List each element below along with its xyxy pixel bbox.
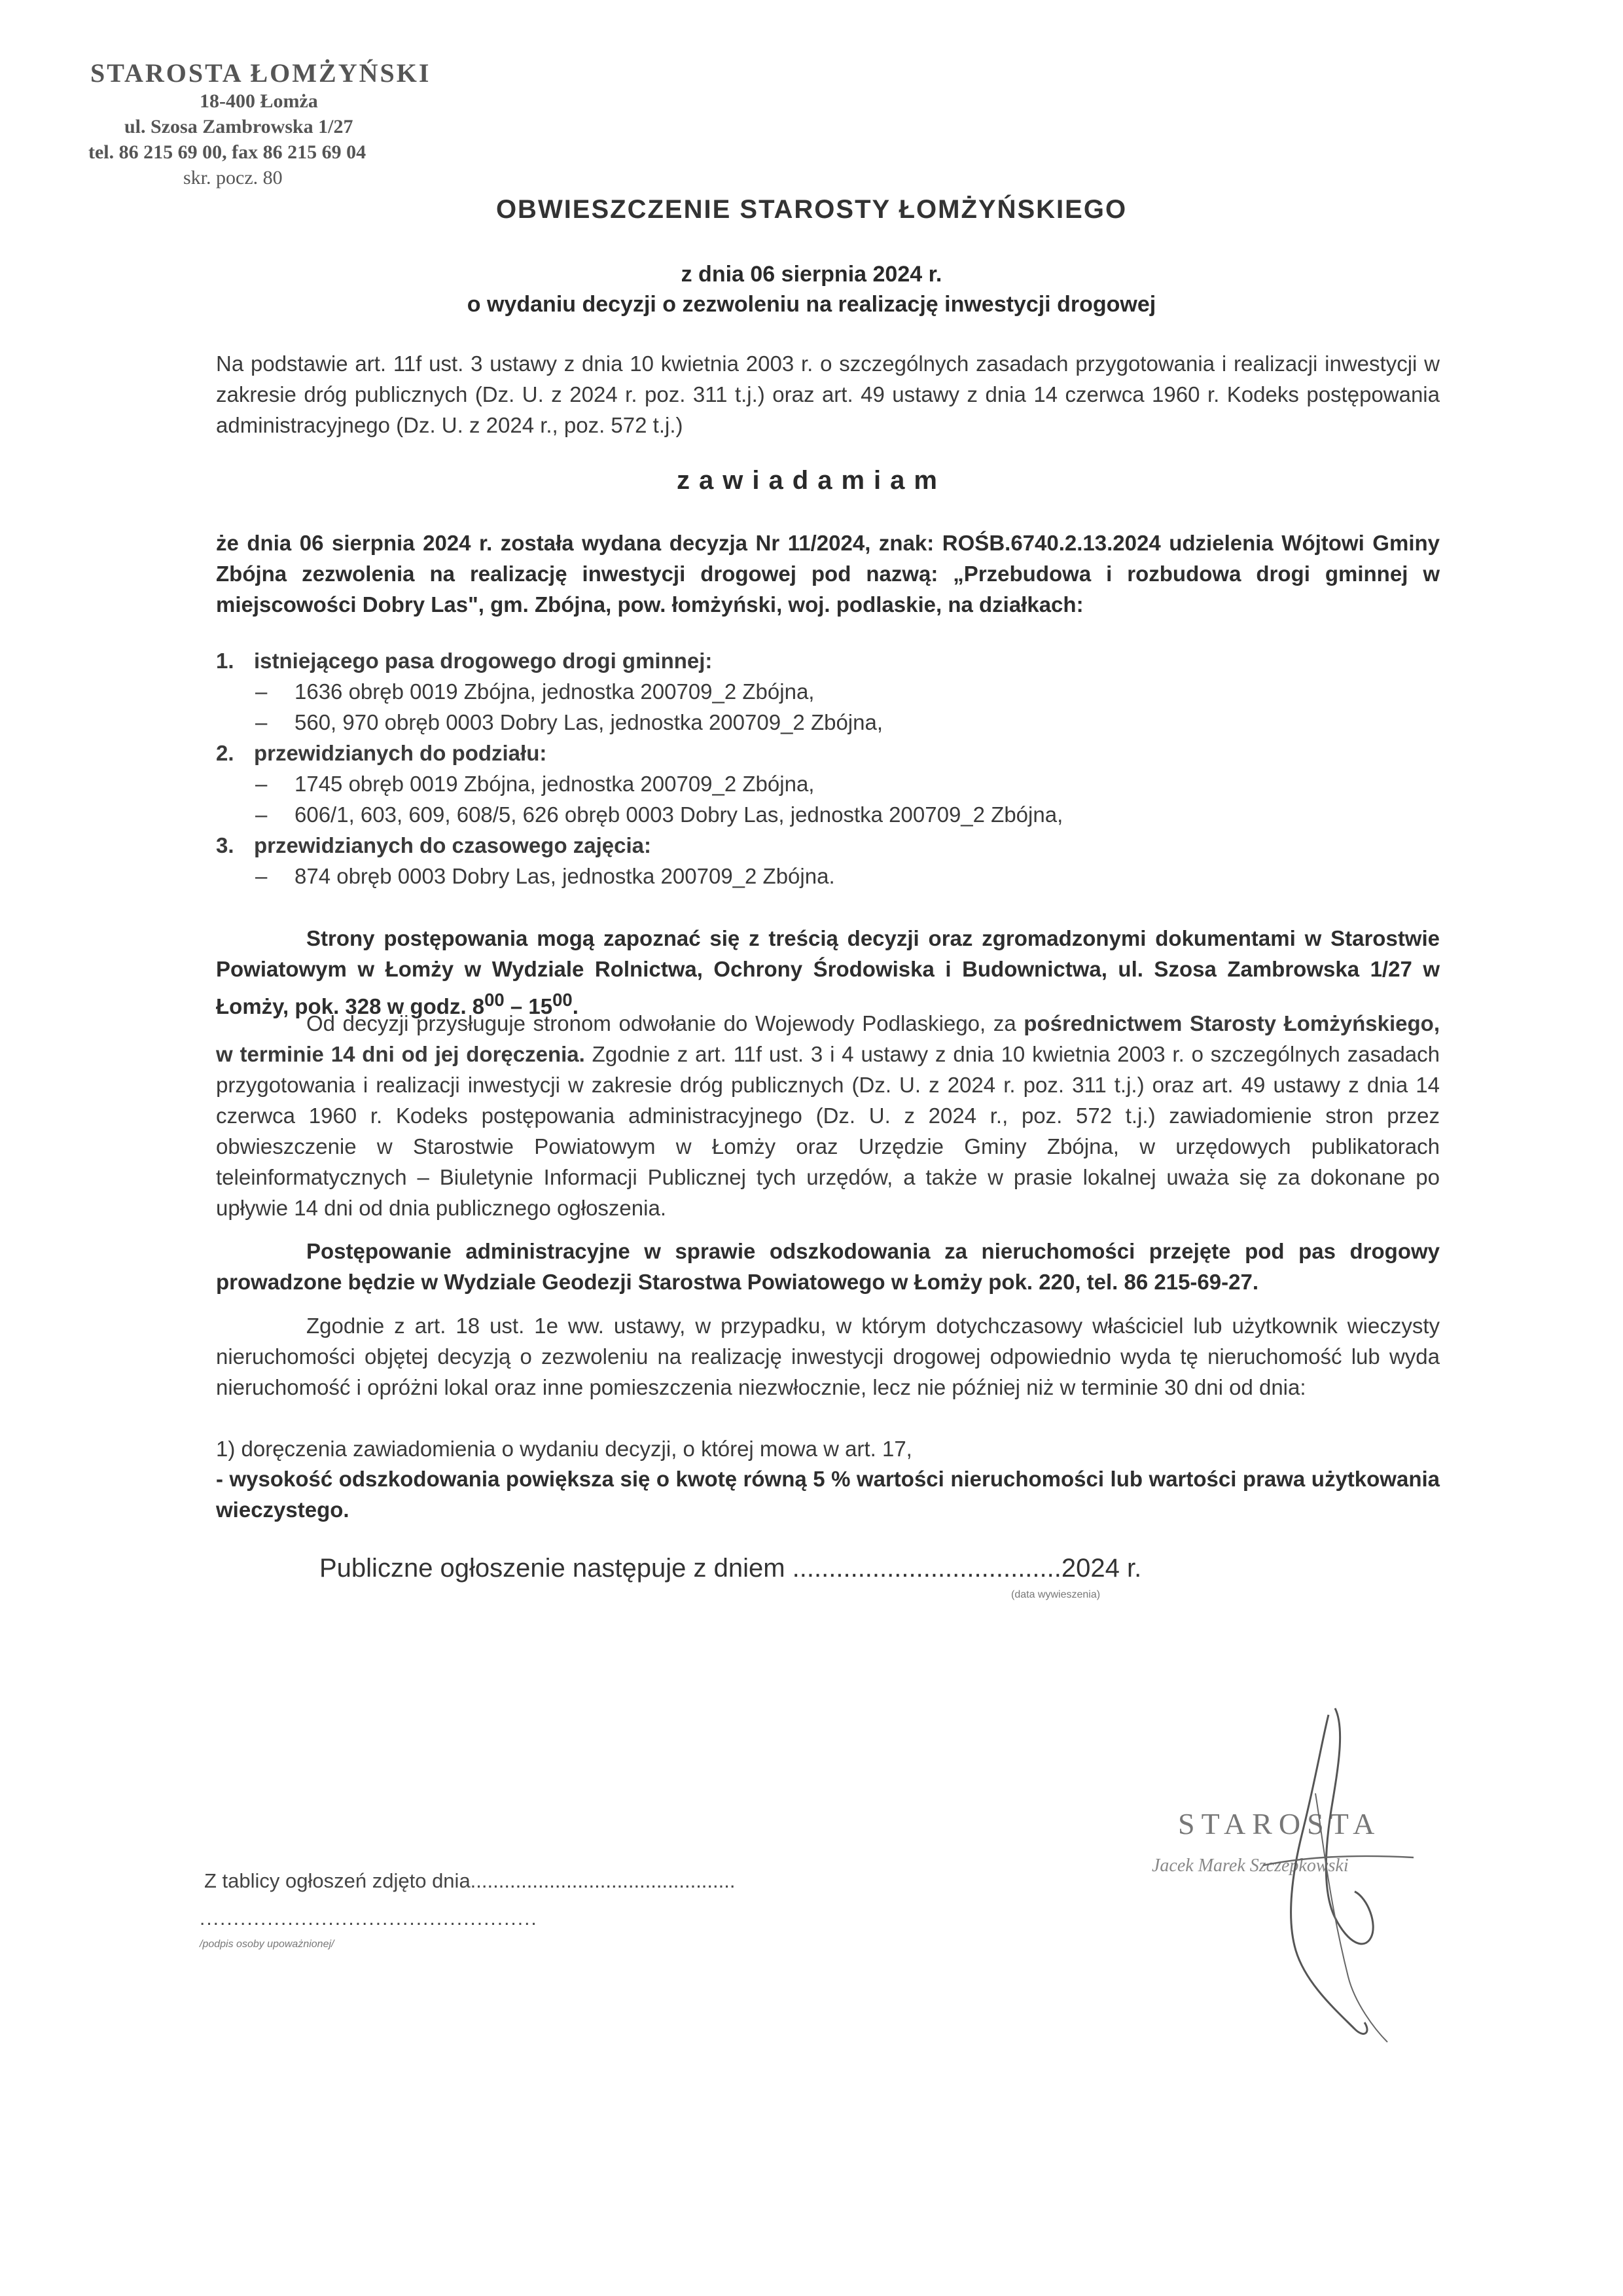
appeal-paragraph: Od decyzji przysługuje stronom odwołanie do Wojewody Podlaskiego, za pośrednictwem Starosty Łomżyńskiego, w terminie 14 dni od jej doręczenia. Zgodnie z art. 11f ust. 3 i 4 ustawy z dnia 10 kwietnia 2003 r. o szczególnych zasadach przygotowania i realizacji inwestycji w zakresie dróg publicznych (Dz. U. z 2024 r. poz. 311 t.j.) oraz art. 49 ustawy z dnia 14 czerwca 1960 r. Kodeks postępowania administracyjnego (Dz. U. z 2024 r., poz. 572 t.j.) zawiadomienie stron przez obwieszczenie w Starostwie Powiatowym w Łomży oraz Urzędzie Gminy Zbójna, w urzędowych publikatorach teleinformatycznych – Biuletynie Informacji Publicznej tych urzędów, a także w prasie lokalnej uważa się za dokonane po upływie 14 dni od dnia publicznego ogłoszenia.: [216, 1011, 1440, 1220]
announce-heading: zawiadamiam: [677, 466, 946, 495]
dash: –: [255, 679, 268, 704]
art18-paragraph: Zgodnie z art. 18 ust. 1e ww. ustawy, w przypadku, w którym dotychczasowy właściciel lub użytkownik wieczysty nieruchomości objętej decyzją o zezwoleniu na realizację inwestycji drogowej odpowiednio wyda tę nieruchomość lub wyda nieruchomość i opróżni lokal oraz inne pomieszczenia niezwłocznie, lecz nie później niż w terminie 30 dni od dnia:: [216, 1314, 1440, 1399]
letterhead-street: ul. Szosa Zambrowska 1/27: [124, 116, 353, 137]
removed-from-board-line: Z tablicy ogłoszeń zdjęto dnia...............................................: [204, 1869, 736, 1892]
parcel-item: – 606/1, 603, 609, 608/5, 626 obręb 0003 Dobry Las, jednostka 200709_2 Zbójna,: [216, 799, 1440, 830]
letterhead-pobox: skr. pocz. 80: [183, 167, 283, 188]
parcel-item: – 874 obręb 0003 Dobry Las, jednostka 200709_2 Zbójna.: [216, 861, 1440, 891]
parcel-item: – 1745 obręb 0019 Zbójna, jednostka 200709_2 Zbójna,: [216, 768, 1440, 799]
access-paragraph: Strony postępowania mogą zapoznać się z treścią decyzji oraz zgromadzonymi dokumentami w Starostwie Powiatowym w Łomży w Wydziale Rolnictwa, Ochrony Środowiska i Budownictwa, ul. Szosa Zambrowska 1/27 w Łomży, pok. 328 w godz. $8^{00} - 15^{00}$.: [216, 926, 1440, 1018]
dash: –: [255, 864, 268, 888]
parcel-list: [216, 645, 1440, 891]
parcel-group-heading: przewidzianych do czasowego zajęcia:: [254, 833, 652, 857]
public-notice-line: Publiczne ogłoszenie następuje z dniem .....................................2024 r.: [319, 1554, 1142, 1583]
dash: –: [255, 802, 268, 827]
document-date: z dnia 06 sierpnia 2024 r.: [681, 262, 942, 287]
legal-basis-paragraph: Na podstawie art. 11f ust. 3 ustawy z dnia 10 kwietnia 2003 r. o szczególnych zasadach przygotowania i realizacji inwestycji w zakresie dróg publicznych (Dz. U. z 2024 r. poz. 311 t.j.) oraz art. 49 ustawy z dnia 14 czerwca 1960 r. Kodeks postępowania administracyjnego (Dz. U. z 2024 r., poz. 572 t.j.): [216, 351, 1440, 437]
art18-item-1: 1) doręczenia zawiadomienia o wydaniu decyzji, o której mowa w art. 17,: [216, 1437, 912, 1461]
parcel-group-number: 1.: [216, 649, 234, 673]
starosta-stamp-title: STAROSTA: [1178, 1807, 1382, 1840]
signature-dots: ..................................................: [200, 1908, 538, 1929]
document-subject: o wydaniu decyzji o zezwoleniu na realizację inwestycji drogowej: [467, 292, 1156, 317]
letterhead-phone: tel. 86 215 69 00, fax 86 215 69 04: [88, 141, 366, 163]
document-title: OBWIESZCZENIE STAROSTY ŁOMŻYŃSKIEGO: [495, 195, 1128, 224]
parcel-group-number: 2.: [216, 741, 234, 765]
letterhead-stamp: [85, 58, 478, 190]
parcel-group: [216, 738, 1440, 830]
letterhead-title: STAROSTA ŁOMŻYŃSKI: [90, 58, 431, 88]
public-notice-caption: (data wywieszenia): [1011, 1589, 1101, 1600]
dash: –: [255, 710, 268, 734]
decision-paragraph: że dnia 06 sierpnia 2024 r. została wydana decyzja Nr 11/2024, znak: ROŚB.6740.2.13.2024 udzielenia Wójtowi Gminy Zbójna zezwolenia na realizację inwestycji drogowej pod nazwą: „Przebudowa i rozbudowa drogi gminnej w miejscowości Dobry Las", gm. Zbójna, pow. łomżyński, woj. podlaskie, na działkach:: [216, 531, 1440, 617]
dash: –: [255, 772, 268, 796]
parcel-group-heading: istniejącego pasa drogowego drogi gminnej:: [254, 649, 713, 673]
parcel-group: [216, 645, 1440, 738]
handwritten-signature: [1224, 1702, 1433, 2055]
parcel-item: – 560, 970 obręb 0003 Dobry Las, jednostka 200709_2 Zbójna,: [216, 707, 1440, 738]
compensation-paragraph: Postępowanie administracyjne w sprawie odszkodowania za nieruchomości przejęte pod pas drogowy prowadzone będzie w Wydziale Geodezji Starostwa Powiatowego w Łomży pok. 220, tel. 86 215-69-27.: [216, 1239, 1440, 1294]
parcel-group-number: 3.: [216, 833, 234, 857]
authorized-signature-caption: /podpis osoby upoważnionej/: [200, 1939, 334, 1950]
starosta-stamp-name: Jacek Marek Szczepkowski: [1152, 1856, 1349, 1876]
letterhead-postal: 18-400 Łomża: [200, 90, 318, 112]
parcel-item: – 1636 obręb 0019 Zbójna, jednostka 200709_2 Zbójna,: [216, 676, 1440, 707]
parcel-group-heading: przewidzianych do podziału:: [254, 741, 547, 765]
compensation-increase: - wysokość odszkodowania powiększa się o kwotę równą 5 % wartości nieruchomości lub wartości prawa użytkowania wieczystego.: [216, 1467, 1440, 1522]
parcel-group: [216, 830, 1440, 891]
